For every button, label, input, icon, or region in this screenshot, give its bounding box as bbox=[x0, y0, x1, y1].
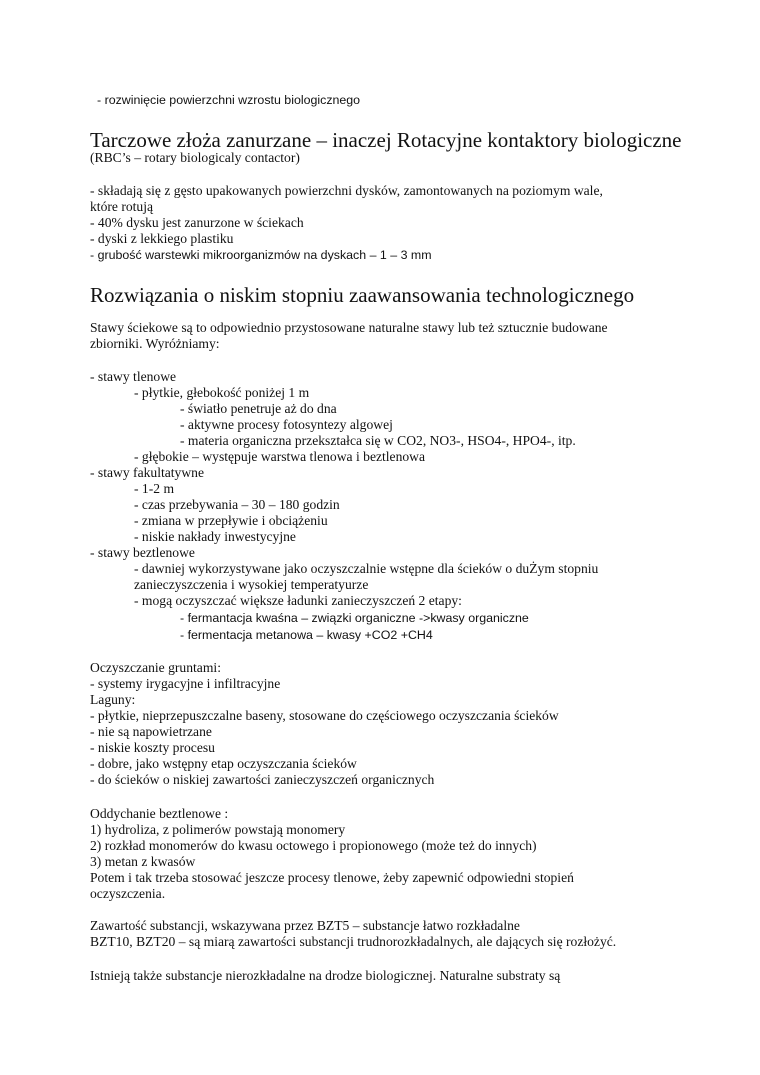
anaerobic-line: Potem i tak trzeba stosować jeszcze procesy tlenowe, żeby zapewnić odpowiedni stopień bbox=[90, 870, 574, 885]
anaerobic-line: 1) hydroliza, z polimerów powstają monomery bbox=[90, 822, 346, 837]
anaerobic-line: oczyszczenia. bbox=[90, 886, 166, 901]
ground-treatment-line: Oczyszczanie gruntami: bbox=[90, 660, 221, 675]
outline-item-level2: - głębokie – występuje warstwa tlenowa i beztlenowa bbox=[134, 449, 426, 464]
bzt-line: BZT10, BZT20 – są miarą zawartości substancji trudnorozkładalnych, ale dających się rozłożyć. bbox=[90, 934, 617, 949]
outline-item-level2: - płytkie, głebokość poniżej 1 m bbox=[134, 385, 310, 400]
rbc-line: które rotują bbox=[90, 199, 154, 214]
ground-treatment-line: - niskie koszty procesu bbox=[90, 740, 215, 755]
closing-line: Istnieją także substancje nierozkładalne na drodze biologicznej. Naturalne substraty są bbox=[90, 968, 561, 983]
ground-treatment-line: - nie są napowietrzane bbox=[90, 724, 212, 739]
outline-item-level3: - fermantacja kwaśna – związki organiczne ->kwasy organiczne bbox=[180, 611, 529, 625]
ponds-intro-line: Stawy ściekowe są to odpowiednio przystosowane naturalne stawy lub też sztucznie budowane bbox=[90, 320, 608, 335]
rbc-line: - dyski z lekkiego plastiku bbox=[90, 231, 234, 246]
outline-item-level2: - czas przebywania – 30 – 180 godzin bbox=[134, 497, 340, 512]
section-heading-low-tech: Rozwiązania o niskim stopniu zaawansowania technologicznego bbox=[90, 283, 635, 307]
outline-item-level3: - materia organiczna przekształca się w CO2, NO3-, HSO4-, HPO4-, itp. bbox=[180, 433, 576, 448]
outline-item-level1: - stawy beztlenowe bbox=[90, 545, 195, 560]
outline-item-level2: - zmiana w przepływie i obciążeniu bbox=[134, 513, 328, 528]
outline-item-level2: - mogą oczyszczać większe ładunki zanieczyszczeń 2 etapy: bbox=[134, 593, 462, 608]
rbc-line: - grubość warstewki mikroorganizmów na dyskach – 1 – 3 mm bbox=[90, 248, 432, 262]
outline-item-level2: - niskie nakłady inwestycyjne bbox=[134, 529, 296, 544]
ground-treatment-line: - dobre, jako wstępny etap oczyszczania ścieków bbox=[90, 756, 357, 771]
ground-treatment-line: - płytkie, nieprzepuszczalne baseny, stosowane do częściowego oczyszczania ścieków bbox=[90, 708, 559, 723]
outline-item-level1: - stawy tlenowe bbox=[90, 369, 177, 384]
rbc-line: - 40% dysku jest zanurzone w ściekach bbox=[90, 215, 304, 230]
ground-treatment-line: - systemy irygacyjne i infiltracyjne bbox=[90, 676, 281, 691]
intro-bullet: - rozwinięcie powierzchni wzrostu biologicznego bbox=[97, 93, 361, 107]
outline-item-continuation: zanieczyszczenia i wysokiej temperatyurze bbox=[134, 577, 369, 592]
ponds-intro-line: zbiorniki. Wyróżniamy: bbox=[90, 336, 220, 351]
section-heading-rbc: Tarczowe złoża zanurzane – inaczej Rotacyjne kontaktory biologiczne bbox=[90, 128, 682, 152]
outline-item-level3: - aktywne procesy fotosyntezy algowej bbox=[180, 417, 393, 432]
rbc-line: - składają się z gęsto upakowanych powierzchni dysków, zamontowanych na poziomym wale, bbox=[90, 183, 603, 198]
anaerobic-line: 3) metan z kwasów bbox=[90, 854, 196, 869]
anaerobic-line: Oddychanie beztlenowe : bbox=[90, 806, 229, 821]
section-subtitle-rbc: (RBC’s – rotary biologicaly contactor) bbox=[90, 150, 300, 165]
ground-treatment-line: - do ścieków o niskiej zawartości zanieczyszczeń organicznych bbox=[90, 772, 435, 787]
outline-item-level3: - fermentacja metanowa – kwasy +CO2 +CH4 bbox=[180, 628, 433, 642]
outline-item-level3: - światło penetruje aż do dna bbox=[180, 401, 337, 416]
ground-treatment-line: Laguny: bbox=[90, 692, 136, 707]
outline-item-level2: - dawniej wykorzystywane jako oczyszczalnie wstępne dla ścieków o duŻym stopniu bbox=[134, 561, 599, 576]
anaerobic-line: 2) rozkład monomerów do kwasu octowego i propionowego (może też do innych) bbox=[90, 838, 537, 853]
bzt-line: Zawartość substancji, wskazywana przez BZT5 – substancje łatwo rozkładalne bbox=[90, 918, 520, 933]
outline-item-level2: - 1-2 m bbox=[134, 481, 175, 496]
outline-item-level1: - stawy fakultatywne bbox=[90, 465, 205, 480]
